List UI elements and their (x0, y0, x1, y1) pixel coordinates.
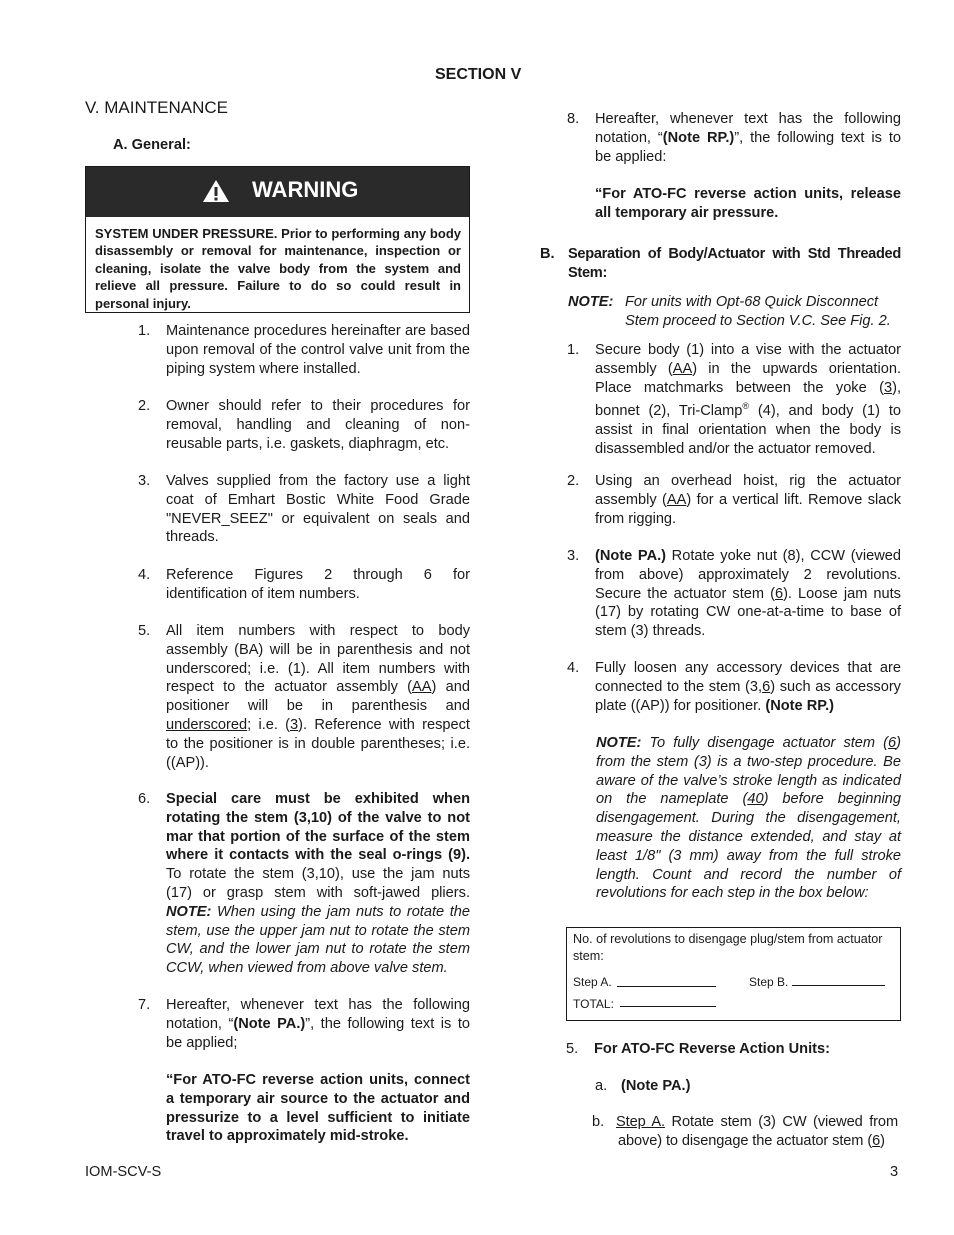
item-number: 5. (566, 1041, 579, 1057)
item-number: 1. (138, 323, 151, 339)
box-title: No. of revolutions to disengage plug/stem from actuator stem: (573, 932, 883, 963)
footer-doc-id: IOM-SCV-S (85, 1164, 162, 1180)
item-text: Hereafter, whenever text has the following notation, “(Note RP.)”, the following text is to be applied: (595, 111, 901, 165)
item-text: Valves supplied from the factory use a light coat of Emhart Bostic White Food Grade "NEVER_SEEZ" or equivalent on seals and threads. (166, 473, 470, 546)
item-number: 8. (567, 111, 580, 127)
item-number: 2. (567, 473, 580, 489)
item-text: Reference Figures 2 through 6 for identification of item numbers. (166, 567, 470, 602)
warning-box (85, 166, 470, 313)
total-field[interactable] (620, 1006, 716, 1007)
item-number: 7. (138, 997, 151, 1013)
step-a-field[interactable] (617, 986, 716, 987)
item-number: 6. (138, 791, 151, 807)
item-quote: “For ATO-FC reverse action units, connect a temporary air source to the actuator and pressurize to a level sufficient to initiate travel to approximately mid-stroke. (166, 1072, 470, 1145)
item-number: 3. (138, 473, 151, 489)
item-text: (Note PA.) Rotate yoke nut (8), CCW (viewed from above) approximately 2 revolutions. Secure the actuator stem (6). Loose jam nuts (17) by rotating CW one-at-a-time to base of stem (3) threads. (595, 548, 901, 640)
item-text: For ATO-FC Reverse Action Units: (594, 1041, 830, 1057)
step-a-label: Step A. (573, 975, 612, 989)
step-b-field[interactable] (792, 985, 885, 986)
page-number: 3 (890, 1164, 899, 1180)
warning-body: SYSTEM UNDER PRESSURE. Prior to performing any body disassembly or removal for maintenance, inspection or cleaning, isolate the valve body from the system and relieve all pressure. Failure to do so could result in personal injury. (95, 226, 461, 311)
step-b-label: Step B. (749, 975, 789, 989)
item-number: 4. (138, 567, 151, 583)
total-label: TOTAL: (573, 997, 614, 1011)
subheading-general: A. General: (113, 137, 191, 153)
item-number: 5. (138, 623, 151, 639)
item-text: Using an overhead hoist, rig the actuator assembly (AA) for a vertical lift. Remove slack from rigging. (595, 473, 901, 527)
revolutions-box (566, 927, 901, 1021)
item-text: Fully loosen any accessory devices that are connected to the stem (3,6) such as accessory plate ((AP)) for positioner. (Note RP.) (595, 660, 901, 714)
page-heading: V. MAINTENANCE (85, 98, 228, 117)
item-text: All item numbers with respect to body assembly (BA) will be in parenthesis and not underscored; i.e. (1). All item numbers with respect to the actuator assembly (AA) and positioner will be in parenthesis and underscored; i.e. (3). Reference with respect to the positioner is in double parentheses; i.e. ((AP)). (166, 623, 471, 771)
note-disengage: NOTE: To fully disengage actuator stem (6) from the stem (3) is a two-step procedure. Be aware of the valve’s stroke length as indicated on the nameplate (40) before beginning disengagement. During the disengagement, measure the distance extended, and stay at least 1/8" (3 mm) away from the full stroke length. Count and record the number of revolutions for each step in the box below: (596, 735, 901, 902)
warning-header (86, 167, 469, 217)
item-number: 3. (567, 548, 580, 564)
item-text: Hereafter, whenever text has the following notation, “(Note PA.)”, the following text is to be applied; (166, 997, 471, 1051)
item-text: Secure body (1) into a vise with the actuator assembly (AA) in the upwards orientation. Place matchmarks between the yoke (3), bonnet (2), Tri-Clamp® (4), and body (1) to assist in final orientation when the body is disassembled and/or the actuator removed. (595, 342, 901, 457)
section-title: SECTION V (435, 66, 522, 83)
item-number: 4. (567, 660, 580, 676)
warning-triangle-icon (202, 179, 230, 203)
warning-title: WARNING (252, 177, 359, 202)
item-quote: “For ATO-FC reverse action units, release all temporary air pressure. (595, 186, 901, 221)
item-text: Maintenance procedures hereinafter are based upon removal of the control valve unit from the piping system where installed. (166, 323, 470, 377)
item-text: Owner should refer to their procedures for removal, handling and cleaning of non-reusable parts, i.e. gaskets, diaphragm, etc. (166, 398, 470, 452)
item-number: 1. (567, 342, 580, 358)
item-number: 2. (138, 398, 151, 414)
item-text: Special care must be exhibited when rotating the stem (3,10) of the valve to not mar that portion of the surface of the stem where it contacts with the seal o-rings (9). To rotate the stem (3,10), use the jam nuts (17) or grasp stem with soft-jawed pliers. NOTE: When using the jam nuts to rotate the stem, use the upper jam nut to rotate the stem CW, and the lower jam nut to rotate the stem CCW, when viewed from above valve stem. (166, 791, 470, 977)
